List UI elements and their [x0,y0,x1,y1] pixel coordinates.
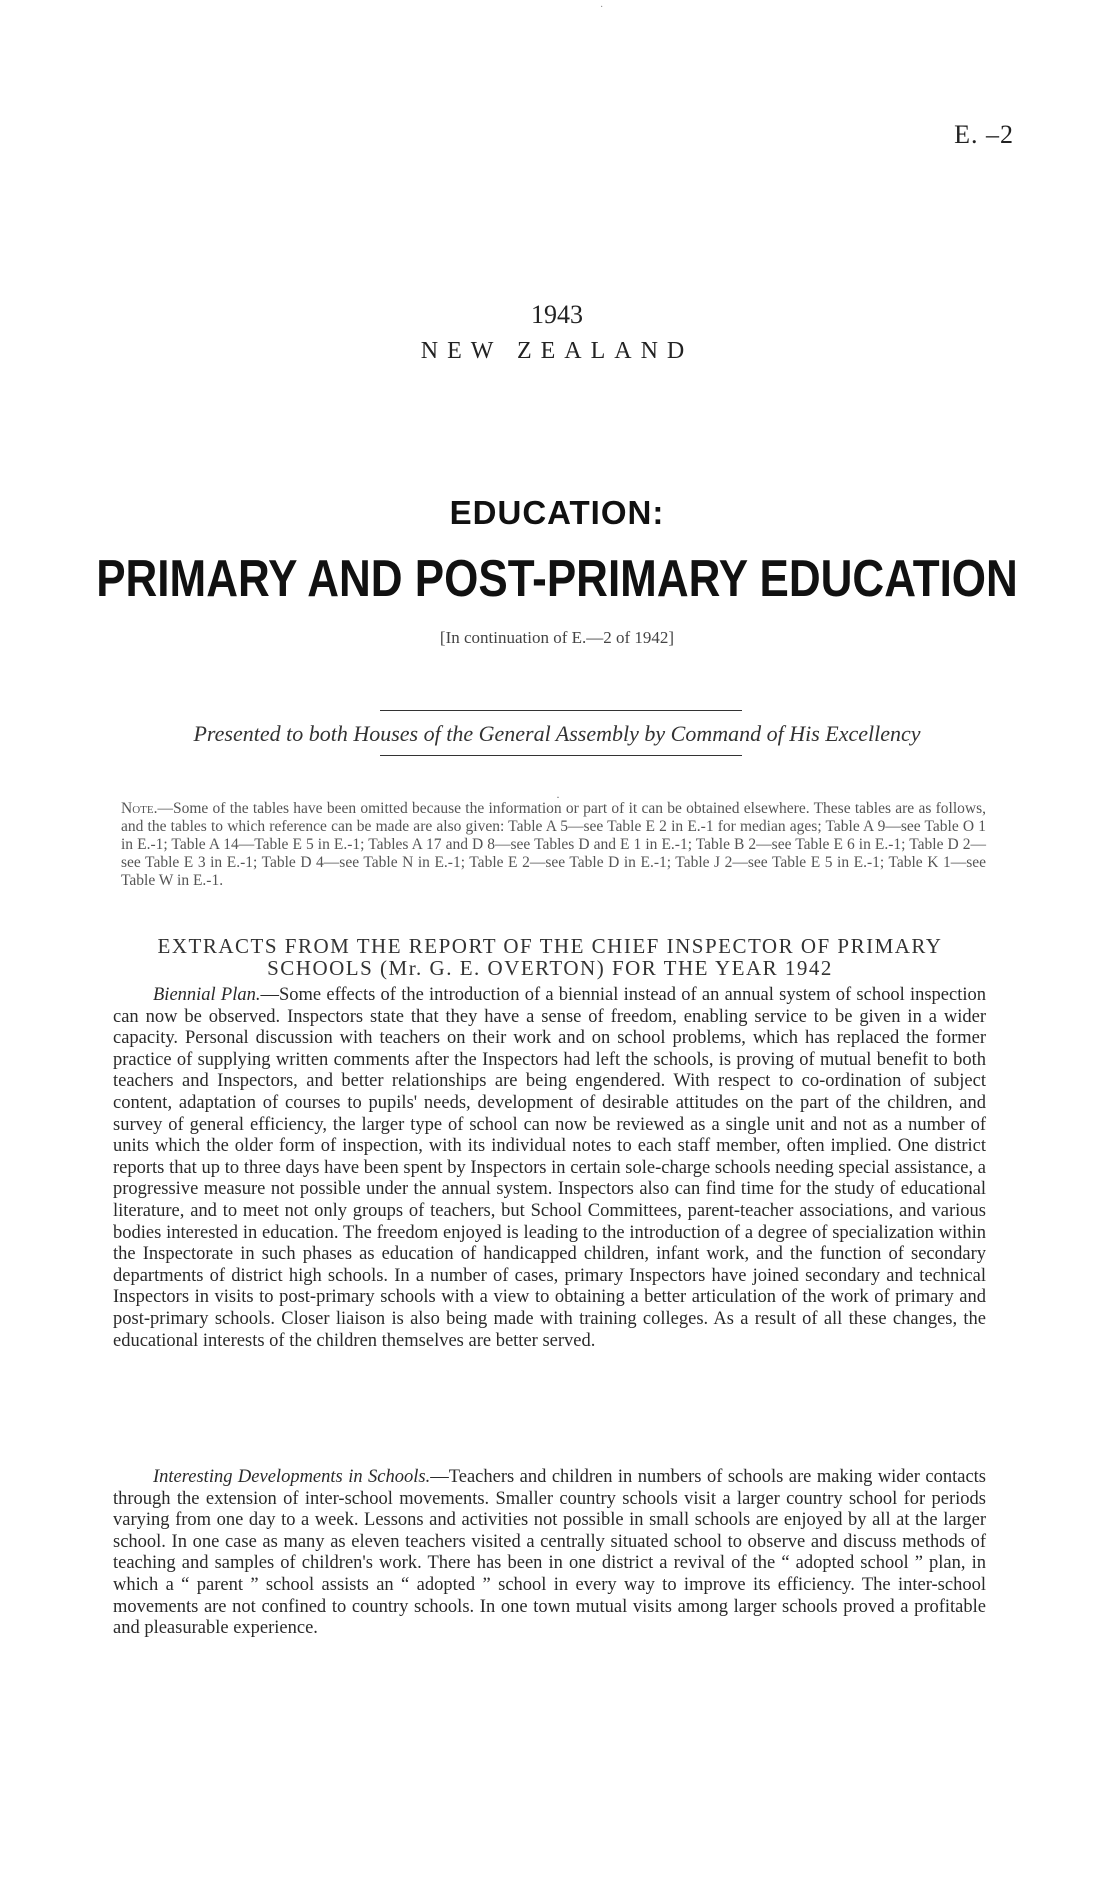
rule-bottom [380,755,742,756]
note-text: —Some of the tables have been omitted because the information or part of it can be obtained elsewhere. These tables are as follows, and the tables to which reference can be made are also given: Table A 5—see Table E 2 in E.-1 for median ages; Table A 9—see Table O 1 in E.-1; Table A 14—Table E 5 in E.-1; Tables A 17 and D 8—see Tables D and E 1 in E.-1; Table B 2—see Table E 6 in E.-1; Table D 2—see Table E 3 in E.-1; Table D 4—see Table N in E.-1; Table E 2—see Table D in E.-1; Table J 2—see Table E 5 in E.-1; Table K 1—see Table W in E.-1. [121,800,986,889]
publication-year: 1943 [531,300,583,329]
tables-note [121,800,986,890]
paragraph-lead: Biennial Plan. [153,985,261,1005]
note-label: Note. [121,800,158,817]
paragraph-lead: Interesting Developments in Schools. [153,1467,431,1487]
country-name: NEW ZEALAND [420,338,694,364]
separator-dot: · [556,790,560,804]
section-heading-line1: EXTRACTS FROM THE REPORT OF THE CHIEF INSPECTOR OF PRIMARY [157,934,943,958]
section-heading-line2: SCHOOLS (Mr. G. E. OVERTON) FOR THE YEAR 1942 [267,956,833,980]
title-main: PRIMARY AND POST-PRIMARY EDUCATION [96,550,1018,608]
page-reference: E. –2 [954,120,1014,149]
continuation-note: [In continuation of E.—2 of 1942] [439,628,675,647]
paragraph-interesting-developments [113,1467,986,1640]
paragraph-text: —Some effects of the introduction of a biennial instead of an annual system of school inspection can now be observed. Inspectors state that they have a sense of freedom, enabling service to be given in a wider capacity. Personal discussion with teachers on their work and on school problems, which has replaced the former practice of supplying written comments after the Inspectors had left the schools, is proving of mutual benefit to both teachers and Inspectors, and better relationships are being engendered. With respect to co-ordination of subject content, adaptation of courses to pupils' needs, development of desirable attitudes on the part of the children, and survey of general efficiency, the larger type of school can now be reviewed as a single unit and not as a number of units which the older form of inspection, with its individual notes to each staff member, often implied. One district reports that up to three days have been spent by Inspectors in certain sole-charge schools needing special assistance, a progressive measure not possible under the annual system. Inspectors also can find time for the study of educational literature, and to meet not only groups of teachers, but School Committees, parent-teacher associations, and various bodies interested in education. The freedom enjoyed is leading to the introduction of a degree of specialization within the Inspectorate in such phases as education of handicapped children, infant work, and the function of secondary departments of district high schools. In a number of cases, primary Inspectors have joined secondary and technical Inspectors in visits to post-primary schools with a view to obtaining a better articulation of the work of primary and post-primary schools. Closer liaison is also being made with training colleges. As a result of all these changes, the educational interests of the children themselves are better served. [113,985,986,1351]
rule-top [380,710,742,711]
paragraph-biennial-plan [113,985,986,1352]
title-education: EDUCATION: [449,494,665,531]
presented-line: Presented to both Houses of the General Assembly by Command of His Excellency [193,721,921,746]
paragraph-text: —Teachers and children in numbers of schools are making wider contacts through the extension of inter-school movements. Smaller country schools visit a larger country school for periods varying from one day to a week. Lessons and activities not possible in small schools are enjoyed by all at the larger school. In one case as many as eleven teachers visited a centrally situated school to observe and discuss methods of teaching and samples of children's work. There has been in one district a revival of the “ adopted school ” plan, in which a “ parent ” school assists an “ adopted ” school in every way to improve its efficiency. The inter-school movements are not confined to country schools. In one town mutual visits among larger schools proved a profitable and pleasurable experience. [113,1467,987,1639]
section-heading [110,935,990,979]
top-speck: · [600,2,604,13]
